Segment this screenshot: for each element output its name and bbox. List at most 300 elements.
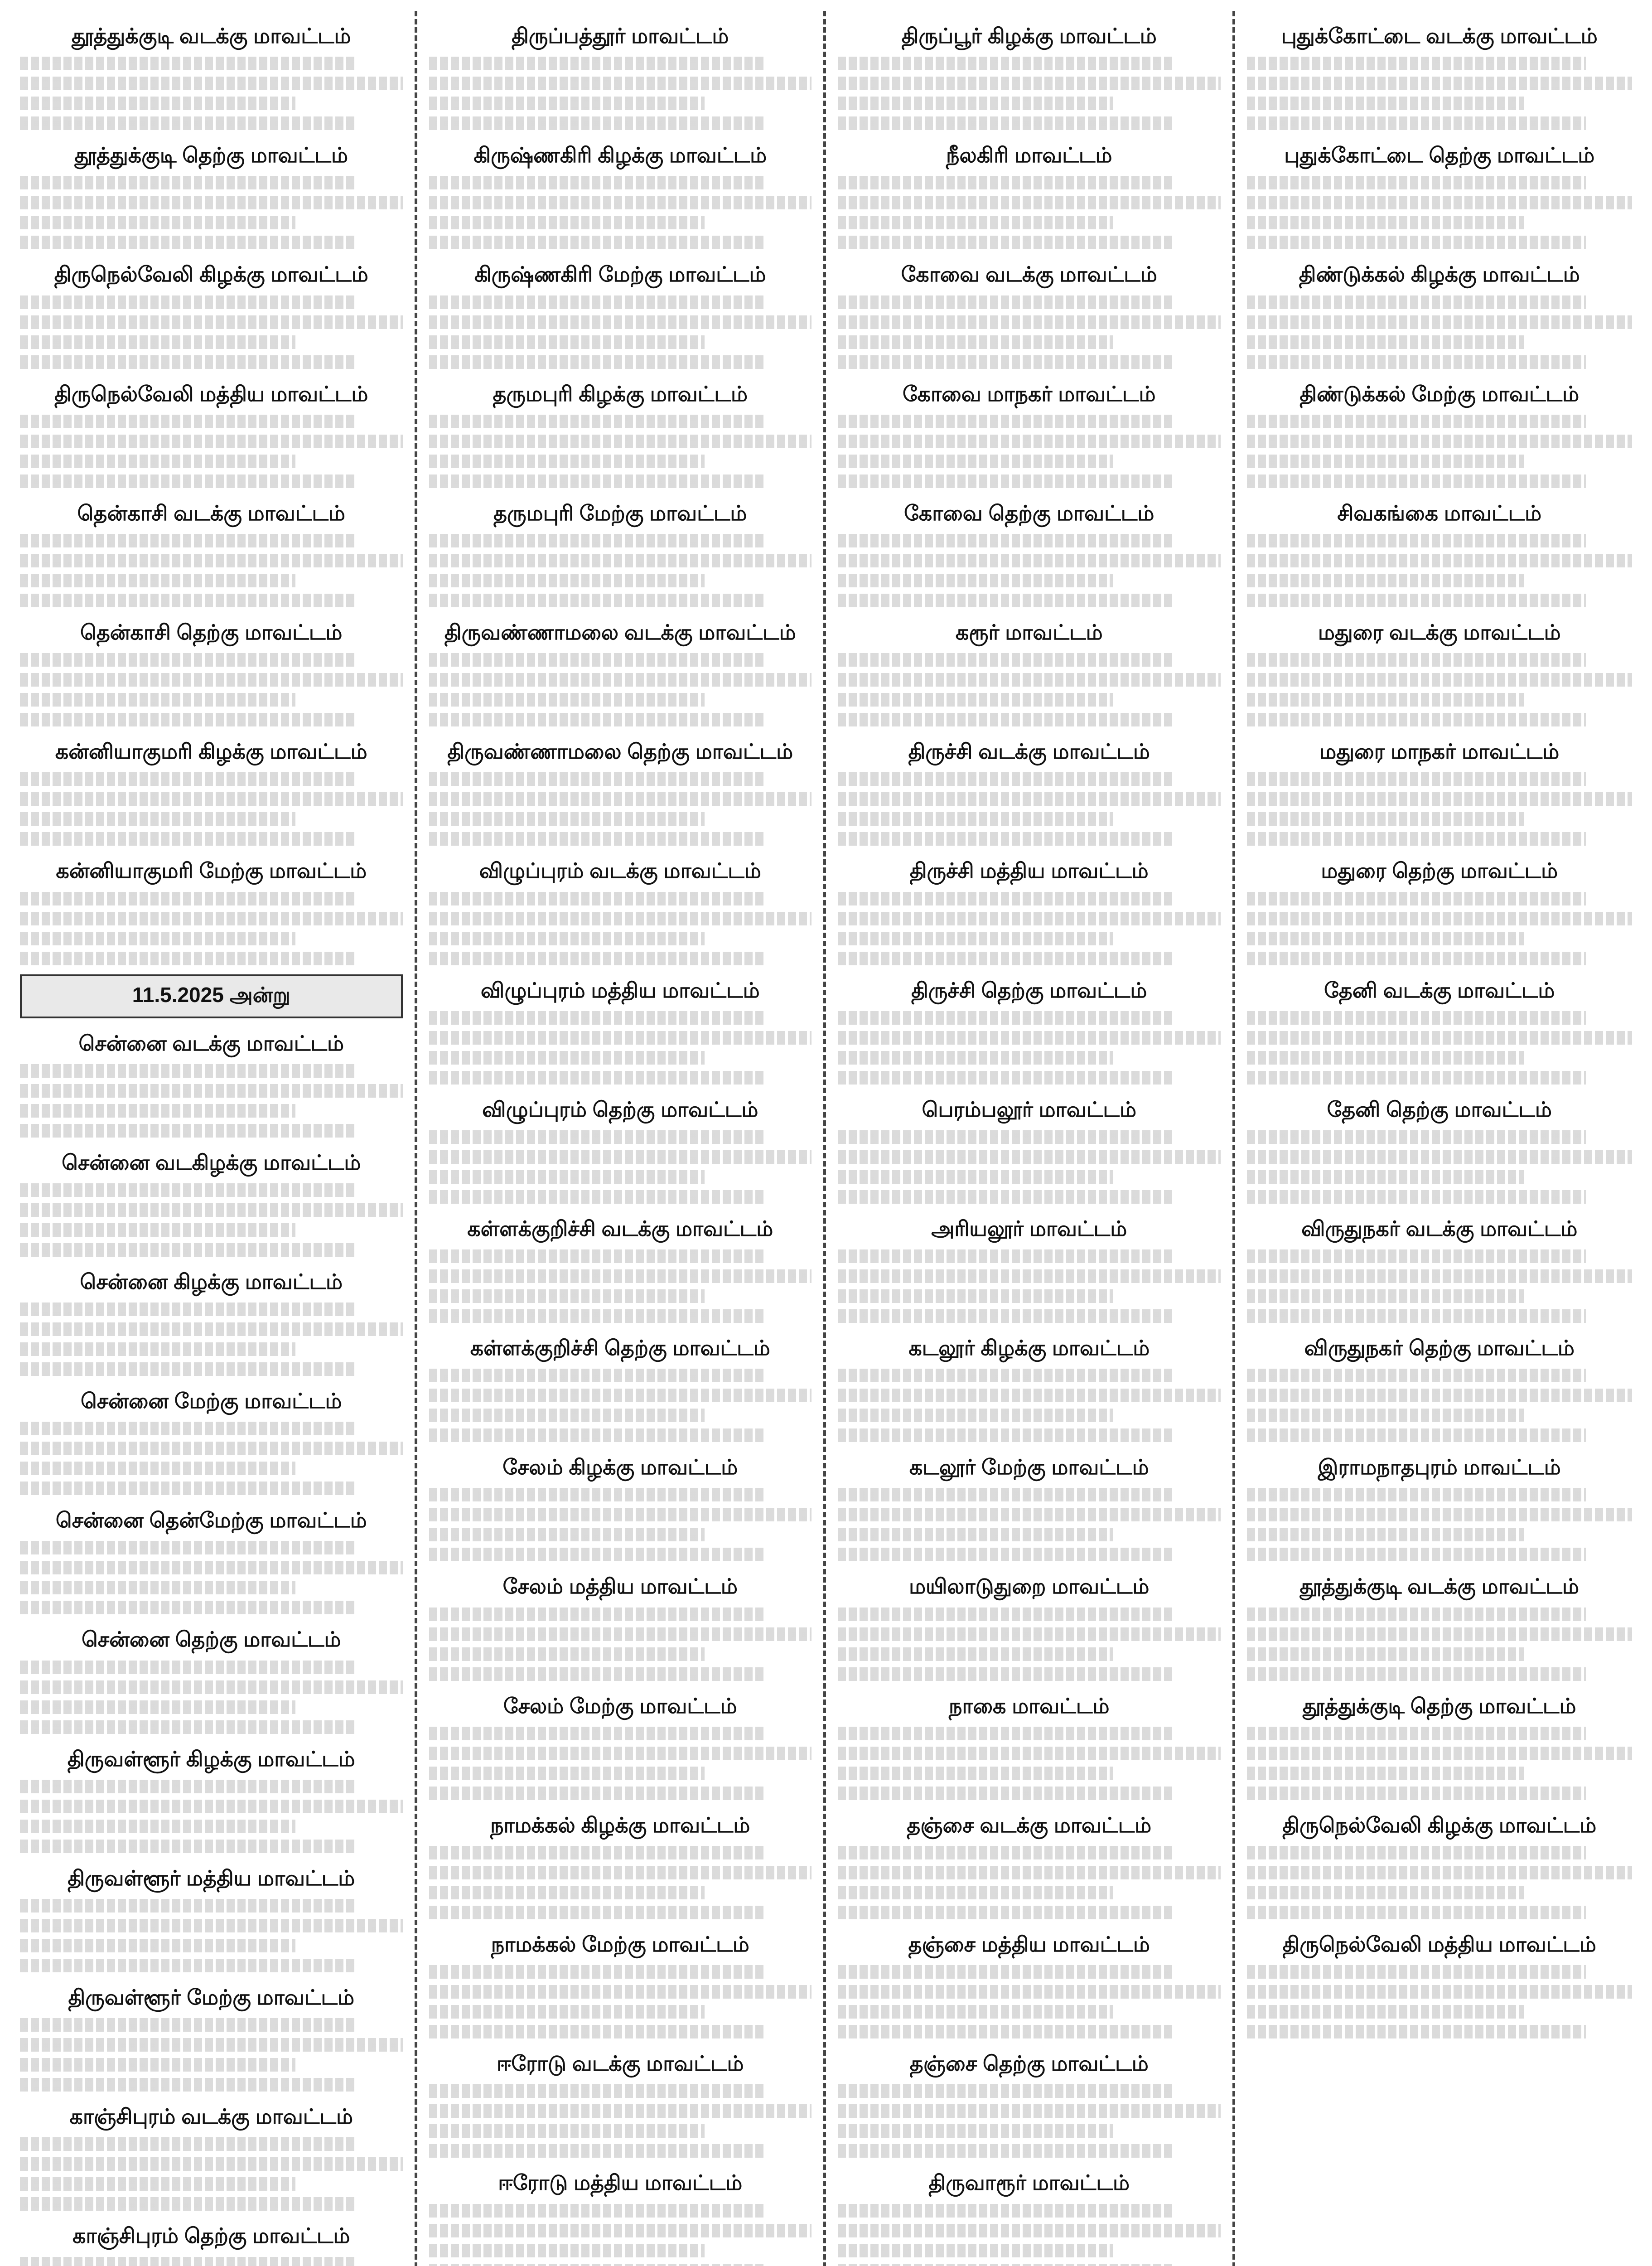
entry-line-placeholder	[838, 335, 1113, 349]
entry-line-placeholder	[429, 1071, 766, 1085]
section-heading: கோவை வடக்கு மாவட்டம்	[901, 262, 1157, 286]
entry-line-placeholder	[429, 673, 812, 687]
entry-line-placeholder	[429, 574, 705, 587]
entry-line-placeholder	[1247, 952, 1586, 965]
entry-line-placeholder	[1247, 1409, 1524, 1422]
entry-line-placeholder	[429, 772, 766, 786]
entry-line-placeholder	[429, 236, 766, 249]
entry-line-placeholder	[838, 1170, 1113, 1184]
entry-line-placeholder	[1247, 713, 1586, 726]
entry-line-placeholder	[20, 713, 357, 726]
entry-line-placeholder	[1247, 534, 1586, 547]
entry-line-placeholder	[429, 2124, 705, 2138]
column-1-sections	[20, 24, 403, 965]
section-heading: கோவை தெற்கு மாவட்டம்	[904, 501, 1154, 525]
entry-line-placeholder	[1247, 1608, 1586, 1621]
entry-line-placeholder	[429, 653, 766, 667]
entry-line-placeholder	[838, 455, 1113, 468]
entry-line-placeholder	[1247, 1309, 1586, 1323]
entry-line-placeholder	[429, 952, 766, 965]
entry-line-placeholder	[20, 1084, 403, 1098]
entry-line-placeholder	[838, 435, 1221, 448]
entry-line-placeholder	[429, 97, 705, 110]
section-heading: திருச்சி வடக்கு மாவட்டம்	[908, 740, 1150, 764]
entry-line-placeholder	[1247, 295, 1586, 309]
section-heading: தூத்துக்குடி தெற்கு மாவட்டம்	[74, 143, 348, 167]
entry-line-placeholder	[20, 116, 357, 130]
entry-line-placeholder	[429, 1627, 812, 1641]
entry-line-placeholder	[838, 594, 1174, 607]
entry-line-placeholder	[838, 1269, 1221, 1283]
entry-line-placeholder	[838, 1667, 1174, 1681]
section-heading: விருதுநகர் வடக்கு மாவட்டம்	[1301, 1216, 1578, 1240]
entry-line-placeholder	[429, 2005, 705, 2019]
section-heading: திருநெல்வேலி மத்திய மாவட்டம்	[1282, 1932, 1596, 1956]
section-heading: தென்காசி வடக்கு மாவட்டம்	[77, 501, 345, 525]
entry-line-placeholder	[1247, 1389, 1633, 1402]
column-3-sections	[838, 24, 1221, 2266]
entry-line-placeholder	[429, 554, 812, 567]
entry-line-placeholder	[20, 2257, 357, 2266]
entry-line-placeholder	[20, 653, 357, 667]
entry-line-placeholder	[20, 594, 357, 607]
section-heading: கோவை மாநகர் மாவட்டம்	[902, 382, 1156, 406]
column-4-sections	[1247, 24, 1633, 2038]
section-heading: காஞ்சிபுரம் வடக்கு மாவட்டம்	[69, 2105, 353, 2129]
entry-line-placeholder	[838, 216, 1113, 229]
entry-line-placeholder	[1247, 912, 1633, 925]
entry-line-placeholder	[20, 435, 403, 448]
entry-line-placeholder	[429, 2204, 766, 2218]
entry-line-placeholder	[429, 594, 766, 607]
section-heading: நாமக்கல் மேற்கு மாவட்டம்	[491, 1932, 749, 1956]
entry-line-placeholder	[838, 116, 1174, 130]
section-heading: சென்னை தென்மேற்கு மாவட்டம்	[55, 1508, 367, 1532]
entry-line-placeholder	[429, 1548, 766, 1561]
entry-line-placeholder	[20, 455, 295, 468]
entry-line-placeholder	[1247, 355, 1586, 369]
section-heading: கள்ளக்குறிச்சி வடக்கு மாவட்டம்	[467, 1216, 773, 1240]
section-heading: கிருஷ்ணகிரி மேற்கு மாவட்டம்	[474, 262, 766, 286]
section-heading: தூத்துக்குடி வடக்கு மாவட்டம்	[71, 24, 351, 48]
entry-line-placeholder	[20, 1482, 357, 1495]
entry-line-placeholder	[20, 2078, 357, 2092]
entry-line-placeholder	[429, 435, 812, 448]
entry-line-placeholder	[429, 534, 766, 547]
entry-line-placeholder	[20, 772, 357, 786]
section-heading: தேனி தெற்கு மாவட்டம்	[1327, 1097, 1552, 1121]
entry-line-placeholder	[838, 1190, 1174, 1204]
entry-line-placeholder	[838, 653, 1174, 667]
section-heading: திருநெல்வேலி கிழக்கு மாவட்டம்	[54, 262, 368, 286]
section-heading: கிருஷ்ணகிரி கிழக்கு மாவட்டம்	[473, 143, 767, 167]
entry-line-placeholder	[838, 534, 1174, 547]
entry-line-placeholder	[1247, 1767, 1524, 1780]
column-3	[826, 11, 1235, 2266]
section-heading: சென்னை வடகிழக்கு மாவட்டம்	[62, 1150, 361, 1174]
entry-line-placeholder	[838, 1965, 1174, 1979]
date-heading: 11.5.2025 அன்று	[132, 983, 290, 1007]
entry-line-placeholder	[1247, 1190, 1586, 1204]
entry-line-placeholder	[20, 812, 295, 826]
entry-line-placeholder	[838, 1309, 1174, 1323]
entry-line-placeholder	[429, 1906, 766, 1919]
entry-line-placeholder	[20, 1104, 295, 1118]
entry-line-placeholder	[838, 1548, 1174, 1561]
entry-line-placeholder	[838, 1647, 1113, 1661]
entry-line-placeholder	[429, 216, 705, 229]
entry-line-placeholder	[20, 2038, 403, 2052]
entry-line-placeholder	[1247, 554, 1633, 567]
entry-line-placeholder	[20, 673, 403, 687]
entry-line-placeholder	[20, 1700, 295, 1714]
entry-line-placeholder	[20, 554, 403, 567]
entry-line-placeholder	[1247, 2025, 1586, 2038]
entry-line-placeholder	[429, 1130, 766, 1144]
section-heading: மதுரை தெற்கு மாவட்டம்	[1321, 859, 1558, 883]
entry-line-placeholder	[1247, 176, 1586, 189]
entry-line-placeholder	[1247, 236, 1586, 249]
entry-line-placeholder	[20, 1561, 403, 1574]
entry-line-placeholder	[838, 713, 1174, 726]
entry-line-placeholder	[1247, 1488, 1586, 1501]
section-heading: திருச்சி தெற்கு மாவட்டம்	[911, 978, 1147, 1002]
entry-line-placeholder	[838, 1767, 1113, 1780]
section-heading: தருமபுரி மேற்கு மாவட்டம்	[493, 501, 747, 525]
entry-line-placeholder	[838, 932, 1113, 945]
entry-line-placeholder	[429, 1985, 812, 1999]
section-heading: சேலம் மேற்கு மாவட்டம்	[503, 1694, 737, 1718]
entry-line-placeholder	[20, 693, 295, 707]
entry-line-placeholder	[429, 455, 705, 468]
section-heading: திருவாரூர் மாவட்டம்	[928, 2171, 1130, 2195]
entry-line-placeholder	[838, 1130, 1174, 1144]
entry-line-placeholder	[1247, 1667, 1586, 1681]
section-heading: விழுப்புரம் வடக்கு மாவட்டம்	[479, 859, 761, 883]
entry-line-placeholder	[838, 2264, 1174, 2266]
entry-line-placeholder	[1247, 1369, 1586, 1382]
section-heading: தூத்துக்குடி தெற்கு மாவட்டம்	[1302, 1694, 1576, 1718]
entry-line-placeholder	[20, 1919, 403, 1932]
section-heading: கள்ளக்குறிச்சி தெற்கு மாவட்டம்	[470, 1336, 770, 1360]
entry-line-placeholder	[20, 57, 357, 70]
column-2	[417, 11, 826, 2266]
entry-line-placeholder	[20, 2058, 295, 2072]
entry-line-placeholder	[429, 1965, 766, 1979]
entry-line-placeholder	[1247, 1548, 1586, 1561]
section-heading: திருப்பூர் கிழக்கு மாவட்டம்	[901, 24, 1157, 48]
entry-line-placeholder	[429, 77, 812, 90]
entry-line-placeholder	[838, 1051, 1113, 1065]
entry-line-placeholder	[20, 196, 403, 209]
entry-line-placeholder	[20, 1124, 357, 1138]
section-heading: கரூர் மாவட்டம்	[955, 620, 1103, 644]
entry-line-placeholder	[429, 1727, 766, 1740]
entry-line-placeholder	[429, 1170, 705, 1184]
entry-line-placeholder	[838, 2204, 1174, 2218]
section-heading: விழுப்புரம் தெற்கு மாவட்டம்	[482, 1097, 758, 1121]
section-heading: தருமபுரி கிழக்கு மாவட்டம்	[493, 382, 748, 406]
date-info-box	[20, 974, 403, 1018]
section-heading: திண்டுக்கல் கிழக்கு மாவட்டம்	[1299, 262, 1580, 286]
entry-line-placeholder	[1247, 1647, 1524, 1661]
entry-line-placeholder	[429, 2224, 812, 2237]
entry-line-placeholder	[838, 554, 1221, 567]
entry-line-placeholder	[429, 1409, 705, 1422]
entry-line-placeholder	[20, 2177, 295, 2191]
entry-line-placeholder	[838, 415, 1174, 428]
section-heading: திருநெல்வேலி கிழக்கு மாவட்டம்	[1282, 1813, 1597, 1837]
entry-line-placeholder	[20, 952, 357, 965]
section-heading: மதுரை மாநகர் மாவட்டம்	[1319, 740, 1560, 764]
entry-line-placeholder	[20, 295, 357, 309]
entry-line-placeholder	[20, 832, 357, 846]
entry-line-placeholder	[429, 1369, 766, 1382]
section-heading: நாமக்கல் கிழக்கு மாவட்டம்	[490, 1813, 750, 1837]
entry-line-placeholder	[20, 1203, 403, 1217]
entry-line-placeholder	[429, 116, 766, 130]
entry-line-placeholder	[20, 2137, 357, 2151]
section-heading: அரியலூர் மாவட்டம்	[931, 1216, 1127, 1240]
section-heading: தேனி வடக்கு மாவட்டம்	[1324, 978, 1555, 1002]
entry-line-placeholder	[429, 1528, 705, 1541]
entry-line-placeholder	[20, 1442, 403, 1455]
section-heading: விருதுநகர் தெற்கு மாவட்டம்	[1304, 1336, 1575, 1360]
entry-line-placeholder	[429, 1428, 766, 1442]
entry-line-placeholder	[20, 2197, 357, 2211]
entry-line-placeholder	[429, 2025, 766, 2038]
entry-line-placeholder	[20, 1362, 357, 1376]
entry-line-placeholder	[838, 295, 1174, 309]
section-heading: இராமநாதபுரம் மாவட்டம்	[1318, 1455, 1561, 1479]
entry-line-placeholder	[20, 1780, 357, 1793]
entry-line-placeholder	[20, 534, 357, 547]
entry-line-placeholder	[429, 1150, 812, 1164]
entry-line-placeholder	[429, 355, 766, 369]
entry-line-placeholder	[429, 832, 766, 846]
entry-line-placeholder	[429, 1011, 766, 1025]
entry-line-placeholder	[838, 2104, 1221, 2118]
entry-line-placeholder	[20, 1462, 295, 1475]
entry-line-placeholder	[838, 1488, 1174, 1501]
section-heading: சென்னை தெற்கு மாவட்டம்	[81, 1627, 341, 1651]
entry-line-placeholder	[1247, 435, 1633, 448]
entry-line-placeholder	[20, 335, 295, 349]
entry-line-placeholder	[838, 196, 1221, 209]
entry-line-placeholder	[20, 912, 403, 925]
section-heading: தஞ்சை வடக்கு மாவட்டம்	[907, 1813, 1152, 1837]
entry-line-placeholder	[838, 693, 1113, 707]
entry-line-placeholder	[1247, 1846, 1586, 1859]
entry-line-placeholder	[429, 1787, 766, 1800]
section-heading: தூத்துக்குடி வடக்கு மாவட்டம்	[1299, 1574, 1579, 1598]
entry-line-placeholder	[838, 1747, 1221, 1760]
entry-line-placeholder	[838, 673, 1221, 687]
entry-line-placeholder	[1247, 772, 1586, 786]
entry-line-placeholder	[838, 832, 1174, 846]
entry-line-placeholder	[838, 475, 1174, 488]
entry-line-placeholder	[838, 772, 1174, 786]
entry-line-placeholder	[20, 1959, 357, 1972]
entry-line-placeholder	[838, 792, 1221, 806]
entry-line-placeholder	[20, 1939, 295, 1952]
entry-line-placeholder	[429, 315, 812, 329]
entry-line-placeholder	[429, 1249, 766, 1263]
entry-line-placeholder	[838, 1249, 1174, 1263]
entry-line-placeholder	[20, 355, 357, 369]
entry-line-placeholder	[1247, 1428, 1586, 1442]
section-heading: திருவள்ளூர் மத்திய மாவட்டம்	[68, 1866, 355, 1890]
entry-line-placeholder	[1247, 216, 1524, 229]
entry-line-placeholder	[1247, 2005, 1524, 2019]
entry-line-placeholder	[429, 1667, 766, 1681]
entry-line-placeholder	[838, 1071, 1174, 1085]
entry-line-placeholder	[838, 57, 1174, 70]
column-1	[8, 11, 417, 2266]
entry-line-placeholder	[20, 1322, 403, 1336]
section-heading: தஞ்சை தெற்கு மாவட்டம்	[909, 2052, 1149, 2076]
entry-line-placeholder	[20, 176, 357, 189]
entry-line-placeholder	[20, 1840, 357, 1853]
entry-line-placeholder	[838, 912, 1221, 925]
entry-line-placeholder	[838, 1428, 1174, 1442]
entry-line-placeholder	[20, 892, 357, 905]
entry-line-placeholder	[838, 1886, 1113, 1899]
entry-line-placeholder	[1247, 1249, 1586, 1263]
entry-line-placeholder	[1247, 77, 1633, 90]
section-heading: சிவகங்கை மாவட்டம்	[1337, 501, 1542, 525]
entry-line-placeholder	[429, 196, 812, 209]
section-heading: தென்காசி தெற்கு மாவட்டம்	[80, 620, 343, 644]
entry-line-placeholder	[1247, 1906, 1586, 1919]
section-heading: கன்னியாகுமரி மேற்கு மாவட்டம்	[56, 859, 367, 883]
section-heading: சேலம் மத்திய மாவட்டம்	[502, 1574, 738, 1598]
entry-line-placeholder	[429, 2264, 766, 2266]
section-heading: சேலம் கிழக்கு மாவட்டம்	[502, 1455, 738, 1479]
entry-line-placeholder	[1247, 1965, 1586, 1979]
entry-line-placeholder	[1247, 1150, 1633, 1164]
entry-line-placeholder	[20, 216, 295, 229]
entry-line-placeholder	[838, 1627, 1221, 1641]
entry-line-placeholder	[20, 1422, 357, 1435]
entry-line-placeholder	[838, 1608, 1174, 1621]
entry-line-placeholder	[838, 2144, 1174, 2158]
entry-line-placeholder	[838, 812, 1113, 826]
entry-line-placeholder	[429, 2144, 766, 2158]
entry-line-placeholder	[838, 355, 1174, 369]
entry-line-placeholder	[1247, 1866, 1633, 1879]
entry-line-placeholder	[838, 1389, 1221, 1402]
entry-line-placeholder	[838, 315, 1221, 329]
entry-line-placeholder	[1247, 1071, 1586, 1085]
entry-line-placeholder	[838, 2005, 1113, 2019]
entry-line-placeholder	[1247, 1727, 1586, 1740]
column-2-sections	[429, 24, 812, 2266]
entry-line-placeholder	[1247, 932, 1524, 945]
entry-line-placeholder	[1247, 97, 1524, 110]
column-4	[1235, 11, 1644, 2266]
entry-line-placeholder	[838, 77, 1221, 90]
section-heading: திருவண்ணாமலை தெற்கு மாவட்டம்	[447, 740, 793, 764]
entry-line-placeholder	[1247, 1130, 1586, 1144]
entry-line-placeholder	[20, 1820, 295, 1833]
entry-line-placeholder	[1247, 1747, 1633, 1760]
section-heading: கன்னியாகுமரி கிழக்கு மாவட்டம்	[55, 740, 367, 764]
entry-line-placeholder	[429, 2244, 705, 2257]
entry-line-placeholder	[429, 1866, 812, 1879]
section-heading: மதுரை வடக்கு மாவட்டம்	[1318, 620, 1561, 644]
entry-line-placeholder	[1247, 892, 1586, 905]
entry-line-placeholder	[429, 912, 812, 925]
entry-line-placeholder	[1247, 475, 1586, 488]
entry-line-placeholder	[20, 1342, 295, 1356]
entry-line-placeholder	[838, 1727, 1174, 1740]
entry-line-placeholder	[838, 2084, 1174, 2098]
entry-line-placeholder	[429, 1269, 812, 1283]
section-heading: விழுப்புரம் மத்திய மாவட்டம்	[480, 978, 760, 1002]
entry-line-placeholder	[838, 2025, 1174, 2038]
entry-line-placeholder	[838, 1985, 1221, 1999]
entry-line-placeholder	[838, 236, 1174, 249]
entry-line-placeholder	[1247, 594, 1586, 607]
section-heading: புதுக்கோட்டை வடக்கு மாவட்டம்	[1281, 24, 1598, 48]
entry-line-placeholder	[1247, 1508, 1633, 1521]
section-heading: திருவண்ணாமலை வடக்கு மாவட்டம்	[444, 620, 796, 644]
entry-line-placeholder	[429, 792, 812, 806]
section-heading: புதுக்கோட்டை தெற்கு மாவட்டம்	[1284, 143, 1595, 167]
entry-line-placeholder	[429, 693, 705, 707]
entry-line-placeholder	[429, 1389, 812, 1402]
entry-line-placeholder	[838, 1846, 1174, 1859]
entry-line-placeholder	[20, 1680, 403, 1694]
entry-line-placeholder	[1247, 1051, 1524, 1065]
entry-line-placeholder	[838, 2244, 1113, 2257]
section-heading: தஞ்சை மத்திய மாவட்டம்	[908, 1932, 1150, 1956]
section-heading: ஈரோடு வடக்கு மாவட்டம்	[497, 2052, 744, 2076]
entry-line-placeholder	[20, 2018, 357, 2032]
entry-line-placeholder	[20, 1541, 357, 1554]
entry-line-placeholder	[1247, 1289, 1524, 1303]
entry-line-placeholder	[20, 1899, 357, 1913]
entry-line-placeholder	[20, 1223, 295, 1237]
entry-line-placeholder	[20, 1183, 357, 1197]
entry-line-placeholder	[429, 415, 766, 428]
entry-line-placeholder	[20, 574, 295, 587]
entry-line-placeholder	[429, 1886, 705, 1899]
section-heading: கடலூர் கிழக்கு மாவட்டம்	[908, 1336, 1150, 1360]
entry-line-placeholder	[1247, 1269, 1633, 1283]
entry-line-placeholder	[429, 1767, 705, 1780]
entry-line-placeholder	[1247, 653, 1586, 667]
entry-line-placeholder	[429, 932, 705, 945]
entry-line-placeholder	[20, 236, 357, 249]
section-heading: திருவள்ளூர் மேற்கு மாவட்டம்	[68, 1985, 354, 2009]
entry-line-placeholder	[429, 1190, 766, 1204]
entry-line-placeholder	[1247, 1170, 1524, 1184]
section-heading: காஞ்சிபுரம் தெற்கு மாவட்டம்	[72, 2224, 350, 2248]
entry-line-placeholder	[20, 1302, 357, 1316]
section-heading: பெரம்பலூர் மாவட்டம்	[922, 1097, 1136, 1121]
entry-line-placeholder	[429, 1051, 705, 1065]
entry-line-placeholder	[429, 1289, 705, 1303]
entry-line-placeholder	[1247, 1627, 1633, 1641]
entry-line-placeholder	[1247, 415, 1586, 428]
entry-line-placeholder	[838, 1866, 1221, 1879]
entry-line-placeholder	[429, 295, 766, 309]
entry-line-placeholder	[429, 1647, 705, 1661]
entry-line-placeholder	[838, 1528, 1113, 1541]
entry-line-placeholder	[1247, 1787, 1586, 1800]
